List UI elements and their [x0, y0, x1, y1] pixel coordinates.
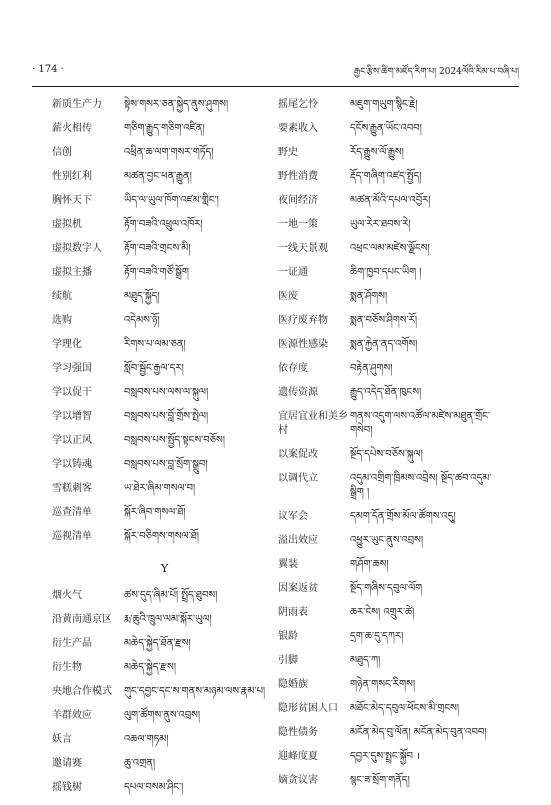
entry-tibetan-term: གཤོག་ཆས། — [350, 559, 389, 570]
dictionary-entry — [52, 482, 277, 496]
entry-tibetan-term: གུང་དབྱང་དང་ས་གནས་མཉམ་ལས་རྣམ་པ། — [124, 686, 266, 697]
entry-tibetan-term: ཡུལ་རེར་ཐབས་རེ། — [350, 219, 411, 230]
dictionary-entry — [52, 757, 277, 771]
dictionary-entry — [52, 613, 277, 627]
dictionary-entry — [278, 170, 503, 184]
dictionary-entry — [278, 448, 503, 462]
entry-tibetan-term: དབྱར་དུས་སྤྲང་སྐྱོབ । — [350, 751, 420, 762]
dictionary-entry — [52, 242, 277, 256]
entry-tibetan-term: རྟོག་བཟའི་གྲངས་མི། — [124, 243, 191, 254]
entry-chinese-term: 宜居宜业和美乡村 — [278, 411, 348, 436]
entry-chinese-term: 遗传资源 — [278, 387, 318, 398]
entry-tibetan-term: ཆུ་འགྲན། — [124, 758, 156, 769]
dictionary-entry — [278, 218, 503, 232]
dictionary-entry — [52, 170, 277, 184]
entry-chinese-term: 野性消费 — [278, 171, 318, 182]
entry-tibetan-term: སྨན་བཅོས་ཤིགས་རོ། — [350, 315, 418, 326]
entry-tibetan-term: དམག་དོན་གྲོས་མོལ་ཚོགས་འདུ། — [350, 511, 456, 522]
entry-chinese-term: 沿黄南通京区 — [52, 614, 112, 625]
entry-chinese-term: 羊群效应 — [52, 710, 92, 721]
dictionary-entry — [52, 122, 277, 136]
dictionary-entry — [52, 733, 277, 747]
entry-tibetan-term: ཚས་དུད་ཞིམ་པོ། སྤྲོད་ཐུབས། — [124, 590, 218, 601]
entry-chinese-term: 摇尾乞怜 — [278, 99, 318, 110]
entry-chinese-term: 摇钱树 — [52, 782, 82, 793]
page-number: · 174 · — [32, 64, 64, 75]
right-column — [278, 98, 503, 798]
dictionary-entry — [278, 194, 503, 208]
dictionary-entry — [278, 630, 503, 644]
dictionary-entry — [52, 266, 277, 280]
entry-chinese-term: 学以增智 — [52, 411, 92, 422]
entry-tibetan-term: རོད་རྒྱུས་ལོ་རྒྱུས། — [350, 147, 404, 158]
dictionary-entry — [278, 338, 503, 352]
entry-tibetan-term: མཇུག་གཡུག་སྙིང་རྗེ། — [350, 99, 418, 110]
entry-chinese-term: 学以促干 — [52, 387, 92, 398]
dictionary-entry — [278, 386, 503, 400]
entry-tibetan-term: འདུམ་འགྲིག་ཁྲིམས་འབྲེས། སྔོད་ཚབ་འདུམ་སྒྲིག ། — [350, 473, 492, 498]
entry-chinese-term: 续航 — [52, 291, 72, 302]
entry-tibetan-term: ལུག་ཚོགས་ནུས་འབྲས། — [124, 710, 201, 721]
dictionary-entry — [278, 290, 503, 304]
entry-chinese-term: 迎峰度夏 — [278, 751, 318, 762]
entry-chinese-term: 医废 — [278, 291, 298, 302]
entry-chinese-term: 隐形贫困人口 — [278, 703, 338, 714]
entry-tibetan-term: དྲག་ཆ་དུ་དཀར། — [350, 631, 404, 642]
left-column — [52, 98, 277, 805]
entry-chinese-term: 阴雨表 — [278, 607, 308, 618]
entry-tibetan-term: མཐུད་ཀ། — [350, 655, 381, 666]
entry-tibetan-term: གནས་འདུག་ལས་འཚོལ་མཛེས་མཐུན་གྲོང་གསེབ། — [350, 411, 491, 436]
dictionary-entry — [278, 362, 503, 376]
dictionary-entry — [52, 506, 277, 520]
entry-chinese-term: 医疗废弃物 — [278, 315, 328, 326]
right-entry-list — [278, 98, 503, 788]
entry-tibetan-term: སྔོད་གཞིས་དབུལ་ལོག — [350, 583, 423, 594]
entry-tibetan-term: བརྟེན་ཤུགས། — [350, 363, 393, 374]
entry-chinese-term: 妖言 — [52, 734, 72, 745]
left-entry-list — [52, 98, 277, 544]
entry-tibetan-term: འཕྲང་ལམ་མཛེས་ལྗོངས། — [350, 243, 430, 254]
dictionary-entry — [52, 362, 277, 376]
dictionary-entry — [278, 654, 503, 668]
entry-chinese-term: 衍生产品 — [52, 638, 92, 649]
dictionary-entry — [52, 314, 277, 328]
entry-tibetan-term: ཡིད་ལ་ཡུལ་ཁོག་འཛམ་གླིང་། — [124, 195, 219, 206]
entry-chinese-term: 虚拟数字人 — [52, 243, 102, 254]
dictionary-entry — [278, 774, 503, 788]
entry-tibetan-term: རིགས་པ་ལམ་ཅན། — [124, 339, 186, 350]
entry-tibetan-term: བསླབས་པས་བློ་གྲོས་སྤེལ། — [124, 411, 209, 422]
entry-tibetan-term: རྟོག་བཟའི་འཕྲུལ་འཁོར། — [124, 219, 203, 230]
entry-chinese-term: 银龄 — [278, 631, 298, 642]
entry-chinese-term: 溢出效应 — [278, 535, 318, 546]
entry-chinese-term: 邀请赛 — [52, 758, 82, 769]
dictionary-entry — [278, 98, 503, 112]
entry-chinese-term: 雪糕刺客 — [52, 483, 92, 494]
entry-tibetan-term: བསླབས་པས་བླ་སྲོག་སྒྲུབ། — [124, 459, 208, 470]
entry-tibetan-term: བསླབས་པས་ལས་ལ་སྐུལ། — [124, 387, 209, 398]
entry-tibetan-term: རྟོག་བཟའི་གཙོ་སྒྲོག — [124, 267, 189, 278]
dictionary-entry — [278, 726, 503, 740]
dictionary-entry — [52, 781, 277, 795]
entry-chinese-term: 议军会 — [278, 511, 308, 522]
entry-chinese-term: 选购 — [52, 315, 72, 326]
entry-tibetan-term: མཐོང་མེད་དབུལ་ཕོངས་མི་གྲངས། — [350, 703, 460, 714]
entry-chinese-term: 以调代立 — [278, 473, 318, 484]
dictionary-entry — [52, 589, 277, 603]
entry-tibetan-term: འཆལ་གཏམ། — [124, 734, 169, 745]
entry-tibetan-term: དཔལ་བསམ་ཤིང་། — [124, 782, 184, 793]
entry-tibetan-term: འཕྱུར་ཡུང་ནུས་འབྲས། — [350, 535, 424, 546]
dictionary-entry — [52, 637, 277, 651]
entry-tibetan-term: མངོན་མེད་བུ་ལོན། མངོན་མེད་བུན་འབབ། — [350, 727, 487, 738]
entry-chinese-term: 一证通 — [278, 267, 308, 278]
entry-chinese-term: 依存度 — [278, 363, 308, 374]
dictionary-entry — [278, 242, 503, 256]
entry-chinese-term: 隐性债务 — [278, 727, 318, 738]
entry-chinese-term: 野史 — [278, 147, 298, 158]
dictionary-entry — [52, 338, 277, 352]
entry-chinese-term: 胸怀天下 — [52, 195, 92, 206]
entry-tibetan-term: འདེམས་ཉོ། — [124, 315, 160, 326]
dictionary-entry — [52, 218, 277, 232]
entry-tibetan-term: སྔོད་དཔེས་བཅོས་སྐུལ། — [350, 449, 423, 460]
dictionary-entry — [52, 386, 277, 400]
entry-tibetan-term: ཆིག་ཁྱབ་དཔང་ཡིག ། — [350, 267, 422, 278]
entry-chinese-term: 医源性感染 — [278, 339, 328, 350]
dictionary-entry — [52, 434, 277, 448]
section-heading-y: Y — [160, 562, 169, 575]
entry-tibetan-term: སྙང་ཟ་སྲོག་གནོད། — [350, 775, 410, 786]
dictionary-entry — [278, 146, 503, 160]
entry-tibetan-term: བསླབས་པས་སྤྱོད་སྟངས་བཅོས། — [124, 435, 225, 446]
dictionary-entry — [278, 678, 503, 692]
entry-tibetan-term: རྡོད་གཞིག་འཛད་སྤྱོད། — [350, 171, 422, 182]
entry-chinese-term: 衍生物 — [52, 662, 82, 673]
dictionary-entry — [278, 702, 503, 716]
dictionary-entry — [52, 194, 277, 208]
dictionary-entry — [278, 558, 503, 572]
entry-chinese-term: 虚拟主播 — [52, 267, 92, 278]
entry-tibetan-term: གཅིག་རྒྱུད་གཅིག་འཛིན། — [124, 123, 205, 134]
dictionary-entry — [278, 122, 503, 136]
entry-chinese-term: 以案促改 — [278, 449, 318, 460]
entry-tibetan-term: རྨ་ཆུའི་ཁྲུལ་ལམ་སྐོར་ཡུལ། — [124, 614, 212, 625]
dictionary-entry — [278, 266, 503, 280]
entry-tibetan-term: རྒྱུད་འདེད་ཐོན་ཁུངས། — [350, 387, 422, 398]
entry-chinese-term: 虚拟机 — [52, 219, 82, 230]
dictionary-entry — [52, 98, 277, 112]
entry-chinese-term: 薪火相传 — [52, 123, 92, 134]
dictionary-entry — [52, 458, 277, 472]
dictionary-entry — [52, 290, 277, 304]
entry-chinese-term: 性别红利 — [52, 171, 92, 182]
entry-tibetan-term: སྟེས་གསར་ཅན་སྐྱེད་ནུས་ཤུགས། — [124, 99, 229, 110]
dictionary-entry — [52, 530, 277, 544]
dictionary-entry — [52, 661, 277, 675]
entry-tibetan-term: ཆར་ངེས། འགྲུར་ཚེ། — [350, 607, 415, 618]
entry-chinese-term: 学以铸魂 — [52, 459, 92, 470]
entry-tibetan-term: དངོས་རྒྱུན་ཡོང་འབབ། — [350, 123, 422, 134]
entry-chinese-term: 巡查清单 — [52, 507, 92, 518]
entry-tibetan-term: མཚན་མོའི་དཔལ་འབྱོར། — [350, 195, 431, 206]
entry-chinese-term: 学理化 — [52, 339, 82, 350]
entry-chinese-term: 学习强国 — [52, 363, 92, 374]
entry-tibetan-term: སློབ་སྦྱོང་རྒྱལ་དར། — [124, 363, 184, 374]
entry-chinese-term: 夜间经济 — [278, 195, 318, 206]
entry-chinese-term: 要素收入 — [278, 123, 318, 134]
entry-tibetan-term: མཆེད་སྐྱེད་རྫས། — [124, 662, 176, 673]
entry-chinese-term: 翼装 — [278, 559, 298, 570]
dictionary-entry — [278, 314, 503, 328]
dictionary-entry — [278, 472, 503, 500]
dictionary-entry — [278, 750, 503, 764]
entry-tibetan-term: སྐོར་ཞིབ་གསལ་ཐོ། — [124, 507, 186, 518]
left-entry-list-y — [52, 589, 277, 795]
entry-chinese-term: 信创 — [52, 147, 72, 158]
dictionary-entry — [278, 606, 503, 620]
entry-tibetan-term: ཡ་ཐེར་ཞིམ་གསལ་བ། — [124, 483, 196, 494]
dictionary-entry — [52, 685, 277, 699]
entry-tibetan-term: གཉེན་གསང་རིགས། — [350, 679, 416, 690]
entry-chinese-term: 新质生产力 — [52, 99, 102, 110]
dictionary-entry — [278, 582, 503, 596]
header-rule — [32, 86, 519, 87]
entry-tibetan-term: སྨན་རྐྱེན་ནད་འགོས། — [350, 339, 418, 350]
dictionary-entry — [52, 410, 277, 424]
entry-chinese-term: 巡视清单 — [52, 531, 92, 542]
dictionary-entry — [52, 146, 277, 160]
entry-tibetan-term: མཚན་བྱང་ཕན་རྒྱུན། — [124, 171, 192, 182]
entry-chinese-term: 学以正风 — [52, 435, 92, 446]
entry-chinese-term: 嫡贪议害 — [278, 775, 318, 786]
entry-chinese-term: 央地合作模式 — [52, 686, 112, 697]
entry-tibetan-term: མཐུད་སྐྱོད། — [124, 291, 160, 302]
entry-chinese-term: 烟火气 — [52, 590, 82, 601]
entry-tibetan-term: སྨན་ཤོགས། — [350, 291, 388, 302]
dictionary-entry — [278, 534, 503, 548]
running-header-title: རྒྱང་རྩིས་ཚིག་མཛོད་རིག་པ། 2024ལོའི་རིམ་པ་བཞི་པ། — [353, 67, 519, 77]
entry-chinese-term: 引脚 — [278, 655, 298, 666]
entry-tibetan-term: འཕྲིན་ཆ་ལག་གསར་གཏོད། — [124, 147, 214, 158]
entry-chinese-term: 隐婚族 — [278, 679, 308, 690]
entry-tibetan-term: མཆེད་སྐྱེད་ཐོན་རྫས། — [124, 638, 191, 649]
dictionary-entry — [278, 510, 503, 524]
entry-chinese-term: 一线天景观 — [278, 243, 328, 254]
entry-tibetan-term: སྐོར་བཅིགས་གསལ་ཐོ། — [124, 531, 199, 542]
entry-chinese-term: 一地一策 — [278, 219, 318, 230]
entry-chinese-term: 因案返贫 — [278, 583, 318, 594]
dictionary-entry — [52, 709, 277, 723]
dictionary-entry — [278, 410, 503, 438]
